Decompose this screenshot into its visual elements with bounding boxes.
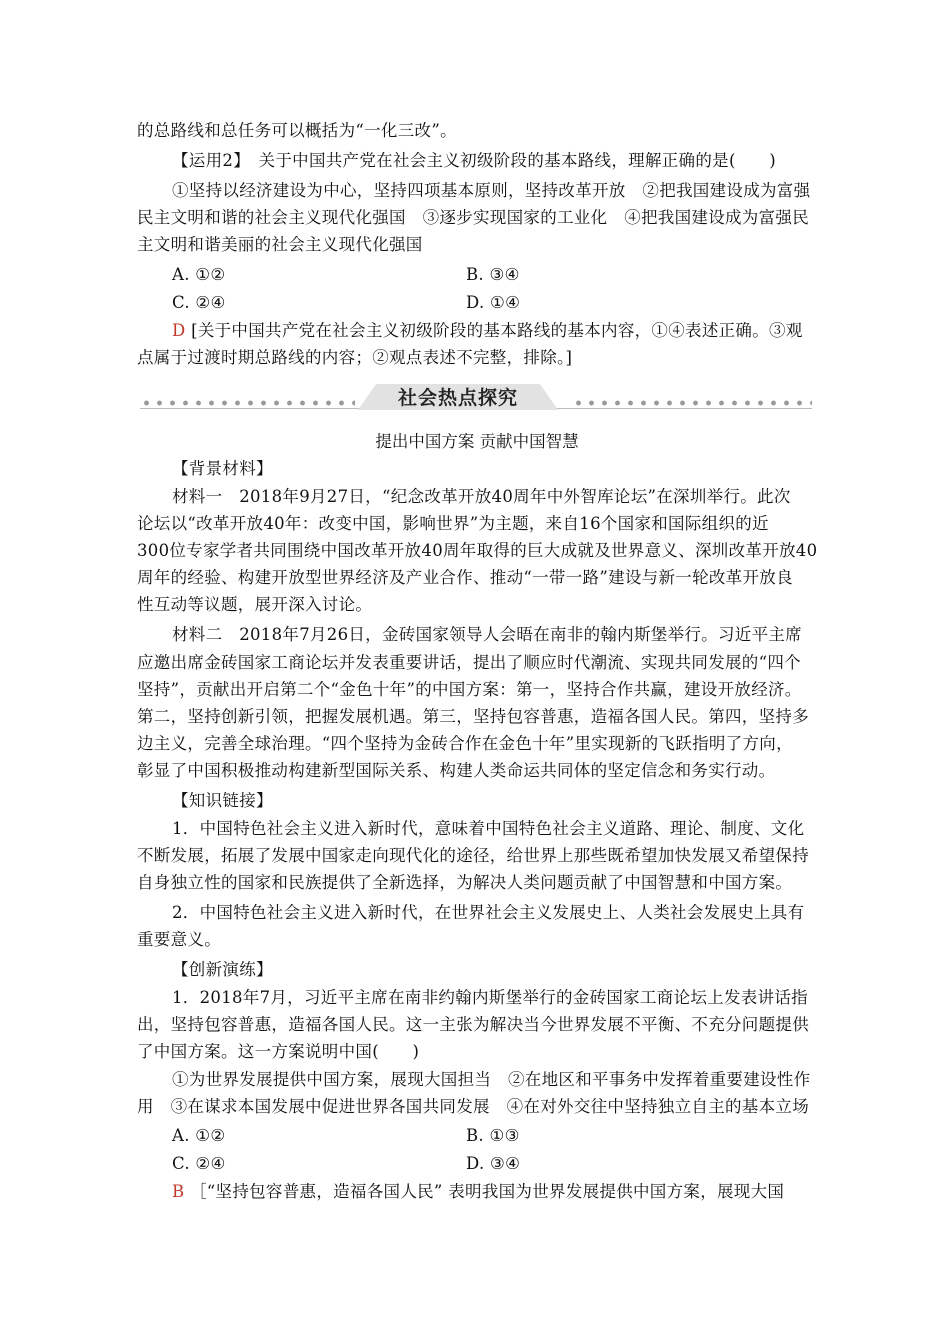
statement-line: ①坚持以经济建设为中心，坚持四项基本原则，坚持改革开放 ②把我国建设成为富强	[172, 181, 811, 200]
option-c: C. ②④	[172, 293, 226, 312]
knowledge-line: 不断发展，拓展了发展中国家走向现代化的途径，给世界上那些既希望加快发展又希望保持	[137, 846, 809, 865]
statement-line: 用 ③在谋求本国发展中促进世界各国共同发展 ④在对外交往中坚持独立自主的基本立场	[137, 1097, 809, 1116]
statement-line: 民主文明和谐的社会主义现代化强国 ③逐步实现国家的工业化 ④把我国建设成为富强民	[137, 208, 809, 227]
material-2-line: 坚持”，贡献出开启第二个“金色十年”的中国方案：第一，坚持合作共赢，建设开放经济。	[137, 680, 802, 699]
question-stem: 【运用2】 关于中国共产党在社会主义初级阶段的基本路线，理解正确的是( )	[172, 151, 777, 170]
material-2-line: 应邀出席金砖国家工商论坛并发表重要讲话，提出了顺应时代潮流、实现共同发展的“四个	[137, 653, 801, 672]
practice-stem: 出，坚持包容普惠，造福各国人民。这一主张为解决当今世界发展不平衡、不充分问题提供	[137, 1015, 809, 1034]
knowledge-heading: 【知识链接】	[172, 791, 273, 810]
material-1-line: 300位专家学者共同围绕中国改革开放40周年取得的巨大成就及世界意义、深圳改革开放40	[137, 541, 818, 560]
answer-text: 点属于过渡时期总路线的内容；②观点表述不完整，排除。]	[137, 348, 573, 367]
banner-dots-left	[140, 399, 355, 407]
statement-line: 主文明和谐美丽的社会主义现代化强国	[137, 235, 423, 254]
material-1-line: 材料一 2018年9月27日，“纪念改革开放40周年中外智库论坛”在深圳举行。此次	[172, 487, 791, 506]
option-c: C. ②④	[172, 1154, 226, 1173]
material-2-line: 彰显了中国积极推动构建新型国际关系、构建人类命运共同体的坚定信念和务实行动。	[137, 761, 776, 780]
material-1-line: 性互动等议题，展开深入讨论。	[137, 595, 373, 614]
option-b: B. ③④	[466, 265, 520, 284]
answer-text: ［“坚持包容普惠，造福各国人民” 表明我国为世界发展提供中国方案，展现大国	[189, 1182, 785, 1201]
material-2-line: 材料二 2018年7月26日，金砖国家领导人会晤在南非的翰内斯堡举行。习近平主席	[172, 625, 802, 644]
statement-line: ①为世界发展提供中国方案，展现大国担当 ②在地区和平事务中发挥着重要建设性作	[172, 1070, 811, 1089]
knowledge-line: 自身独立性的国家和民族提供了全新选择，为解决人类问题贡献了中国智慧和中国方案。	[137, 873, 793, 892]
material-2-line: 边主义，完善全球治理。“四个坚持为金砖合作在金色十年”里实现新的飞跃指明了方向，	[137, 734, 793, 753]
practice-stem: 了中国方案。这一方案说明中国( )	[137, 1042, 420, 1061]
section-banner	[140, 380, 812, 410]
banner-title: 社会热点探究	[397, 387, 518, 409]
answer-line	[172, 318, 852, 344]
options-row	[172, 1123, 852, 1149]
answer-line	[172, 1179, 852, 1205]
option-d: D. ③④	[466, 1154, 521, 1173]
answer-letter: D	[172, 321, 186, 340]
options-row	[172, 262, 852, 288]
banner-dots-right	[572, 399, 812, 407]
option-d: D. ①④	[466, 293, 521, 312]
material-1-line: 周年的经验、构建开放型世界经济及产业合作、推动“一带一路”建设与新一轮改革开放良	[137, 568, 793, 587]
paragraph-line: 的总路线和总任务可以概括为“一化三改”。	[137, 121, 457, 140]
option-a: A. ①②	[172, 265, 226, 284]
section-title: 提出中国方案 贡献中国智慧	[375, 432, 579, 451]
knowledge-line: 重要意义。	[137, 930, 221, 949]
practice-stem: 1．2018年7月，习近平主席在南非约翰内斯堡举行的金砖国家工商论坛上发表讲话指	[172, 988, 808, 1007]
knowledge-line: 2．中国特色社会主义进入新时代，在世界社会主义发展史上、人类社会发展史上具有	[172, 903, 805, 922]
background-heading: 【背景材料】	[172, 459, 273, 478]
answer-letter: B	[172, 1182, 185, 1201]
option-a: A. ①②	[172, 1126, 226, 1145]
material-1-line: 论坛以“改革开放40年：改变中国，影响世界”为主题，来自16个国家和国际组织的近	[137, 514, 769, 533]
option-b: B. ①③	[466, 1126, 520, 1145]
knowledge-line: 1．中国特色社会主义进入新时代，意味着中国特色社会主义道路、理论、制度、文化	[172, 819, 805, 838]
material-2-line: 第二，坚持创新引领，把握发展机遇。第三，坚持包容普惠，造福各国人民。第四，坚持多	[137, 707, 809, 726]
options-row	[172, 290, 852, 316]
options-row	[172, 1151, 852, 1177]
answer-text: [关于中国共产党在社会主义初级阶段的基本路线的基本内容，①④表述正确。③观	[191, 321, 803, 340]
practice-heading: 【创新演练】	[172, 960, 273, 979]
